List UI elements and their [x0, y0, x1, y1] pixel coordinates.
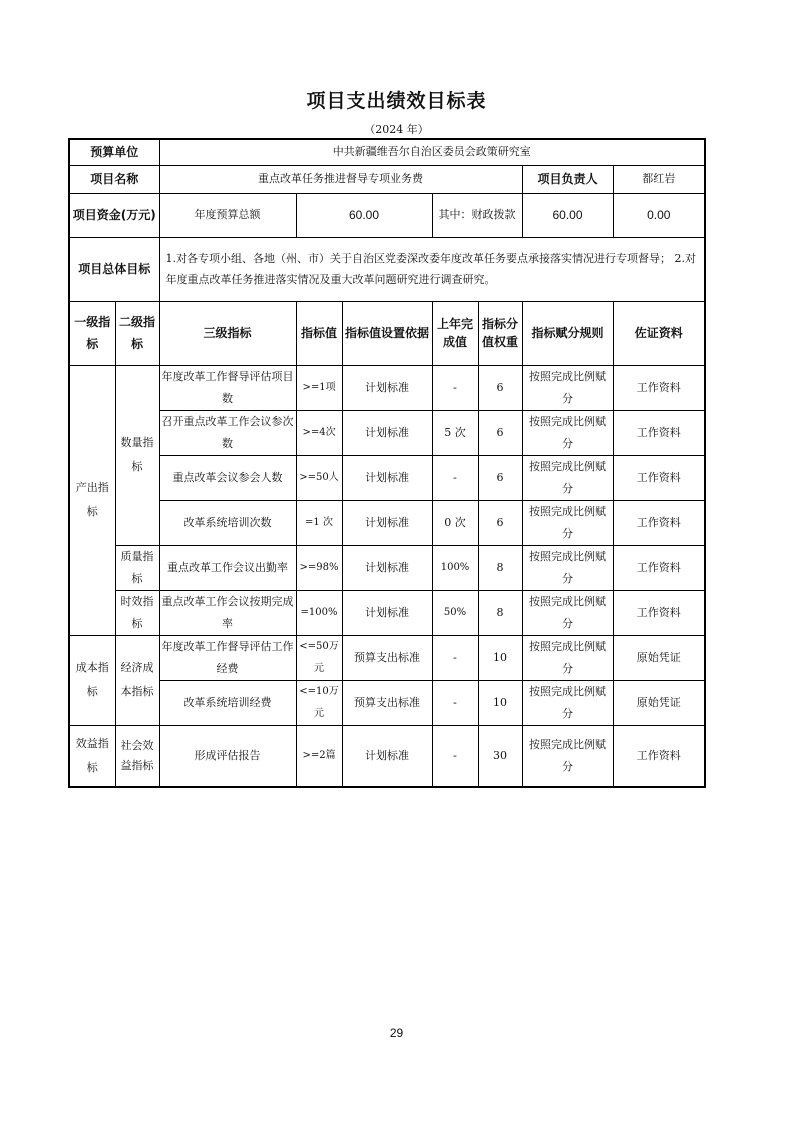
col-level1: 一级指标 [69, 301, 115, 365]
group-cost: 成本指标 [69, 635, 115, 725]
row-name: 重点改革工作会议按期完成率 [159, 590, 296, 635]
row-basis: 计划标准 [342, 365, 432, 410]
row-name: 重点改革会议参会人数 [159, 455, 296, 500]
row-weight: 8 [478, 545, 522, 590]
funds-label: 项目资金(万元) [69, 193, 159, 237]
group-output: 产出指标 [69, 365, 115, 635]
row-last: - [432, 365, 478, 410]
table-row [69, 410, 705, 455]
row-weight: 6 [478, 500, 522, 545]
row-last: - [432, 680, 478, 725]
project-name-value: 重点改革任务推进督导专项业务费 [159, 165, 522, 193]
row-basis: 计划标准 [342, 455, 432, 500]
col-value: 指标值 [296, 301, 342, 365]
col-weight: 指标分值权重 [478, 301, 522, 365]
row-value: =1 次 [296, 500, 342, 545]
row-rule: 按照完成比例赋分 [522, 410, 613, 455]
project-name-label: 项目名称 [69, 165, 159, 193]
row-basis: 计划标准 [342, 545, 432, 590]
performance-table [68, 138, 706, 788]
row-evidence: 工作资料 [613, 545, 705, 590]
row-value: >=4次 [296, 410, 342, 455]
row-name: 年度改革工作督导评估工作经费 [159, 635, 296, 680]
table-row [69, 725, 705, 787]
table-row [69, 455, 705, 500]
row-value: >=50人 [296, 455, 342, 500]
row-value: >=2篇 [296, 725, 342, 787]
row-weight: 6 [478, 410, 522, 455]
row-rule: 按照完成比例赋分 [522, 725, 613, 787]
year-subtitle: （2024 年） [364, 123, 429, 136]
row-rule: 按照完成比例赋分 [522, 635, 613, 680]
row-name: 改革系统培训经费 [159, 680, 296, 725]
row-evidence: 工作资料 [613, 500, 705, 545]
table-row [69, 500, 705, 545]
row-name: 改革系统培训次数 [159, 500, 296, 545]
goal-text: 1.对各专项小组、各地（州、市）关于自治区党委深改委年度改革任务要点承接落实情况进行专项督导； 2.对年度重点改革任务推进落实情况及重大改革问题研究进行调查研究。 [159, 237, 705, 301]
annual-total-label: 年度预算总额 [159, 193, 296, 237]
table-row [69, 590, 705, 635]
row-basis: 预算支出标准 [342, 635, 432, 680]
fiscal-label: 其中：财政拨款 [432, 193, 522, 237]
row-rule: 按照完成比例赋分 [522, 365, 613, 410]
row-evidence: 原始凭证 [613, 680, 705, 725]
table-row [69, 545, 705, 590]
row-basis: 预算支出标准 [342, 680, 432, 725]
row-name: 重点改革工作会议出勤率 [159, 545, 296, 590]
col-level2: 二级指标 [115, 301, 159, 365]
row-last: 100% [432, 545, 478, 590]
col-basis: 指标值设置依据 [342, 301, 432, 365]
row-last: 0 次 [432, 500, 478, 545]
row-name: 年度改革工作督导评估项目数 [159, 365, 296, 410]
row-basis: 计划标准 [342, 500, 432, 545]
row-last: 50% [432, 590, 478, 635]
row-value: =100% [296, 590, 342, 635]
row-rule: 按照完成比例赋分 [522, 680, 613, 725]
row-last: - [432, 455, 478, 500]
row-last: - [432, 725, 478, 787]
group-quality: 质量指标 [115, 545, 159, 590]
row-value: >=1项 [296, 365, 342, 410]
row-weight: 6 [478, 455, 522, 500]
table-row [69, 680, 705, 725]
col-level3: 三级指标 [159, 301, 296, 365]
row-weight: 10 [478, 635, 522, 680]
row-basis: 计划标准 [342, 410, 432, 455]
table-row [69, 365, 705, 410]
col-last-year: 上年完成值 [432, 301, 478, 365]
group-benefit: 效益指标 [69, 725, 115, 787]
row-name: 召开重点改革工作会议参次数 [159, 410, 296, 455]
row-basis: 计划标准 [342, 590, 432, 635]
annual-total-value: 60.00 [296, 193, 432, 237]
row-rule: 按照完成比例赋分 [522, 545, 613, 590]
goal-label: 项目总体目标 [69, 237, 159, 301]
table-row [69, 635, 705, 680]
row-evidence: 工作资料 [613, 365, 705, 410]
row-basis: 计划标准 [342, 725, 432, 787]
row-evidence: 原始凭证 [613, 635, 705, 680]
row-evidence: 工作资料 [613, 455, 705, 500]
row-value: >=98% [296, 545, 342, 590]
other-value: 0.00 [613, 193, 705, 237]
row-value: <=50万元 [296, 635, 342, 680]
group-social-benefit: 社会效益指标 [115, 725, 159, 787]
row-weight: 10 [478, 680, 522, 725]
row-last: - [432, 635, 478, 680]
row-rule: 按照完成比例赋分 [522, 455, 613, 500]
group-quantity: 数量指标 [115, 365, 159, 545]
budget-unit-value: 中共新疆维吾尔自治区委员会政策研究室 [159, 139, 705, 165]
row-name: 形成评估报告 [159, 725, 296, 787]
owner-value: 都红岩 [613, 165, 705, 193]
row-weight: 6 [478, 365, 522, 410]
row-last: 5 次 [432, 410, 478, 455]
col-evidence: 佐证资料 [613, 301, 705, 365]
page-number: 29 [389, 1026, 404, 1040]
owner-label: 项目负责人 [522, 165, 613, 193]
row-evidence: 工作资料 [613, 590, 705, 635]
fiscal-value: 60.00 [522, 193, 613, 237]
group-timeliness: 时效指标 [115, 590, 159, 635]
row-value: <=10万元 [296, 680, 342, 725]
row-rule: 按照完成比例赋分 [522, 500, 613, 545]
budget-unit-label: 预算单位 [69, 139, 159, 165]
col-rule: 指标赋分规则 [522, 301, 613, 365]
row-evidence: 工作资料 [613, 410, 705, 455]
row-rule: 按照完成比例赋分 [522, 590, 613, 635]
row-weight: 8 [478, 590, 522, 635]
page-title: 项目支出绩效目标表 [306, 90, 487, 112]
group-economic-cost: 经济成本指标 [115, 635, 159, 725]
row-evidence: 工作资料 [613, 725, 705, 787]
row-weight: 30 [478, 725, 522, 787]
